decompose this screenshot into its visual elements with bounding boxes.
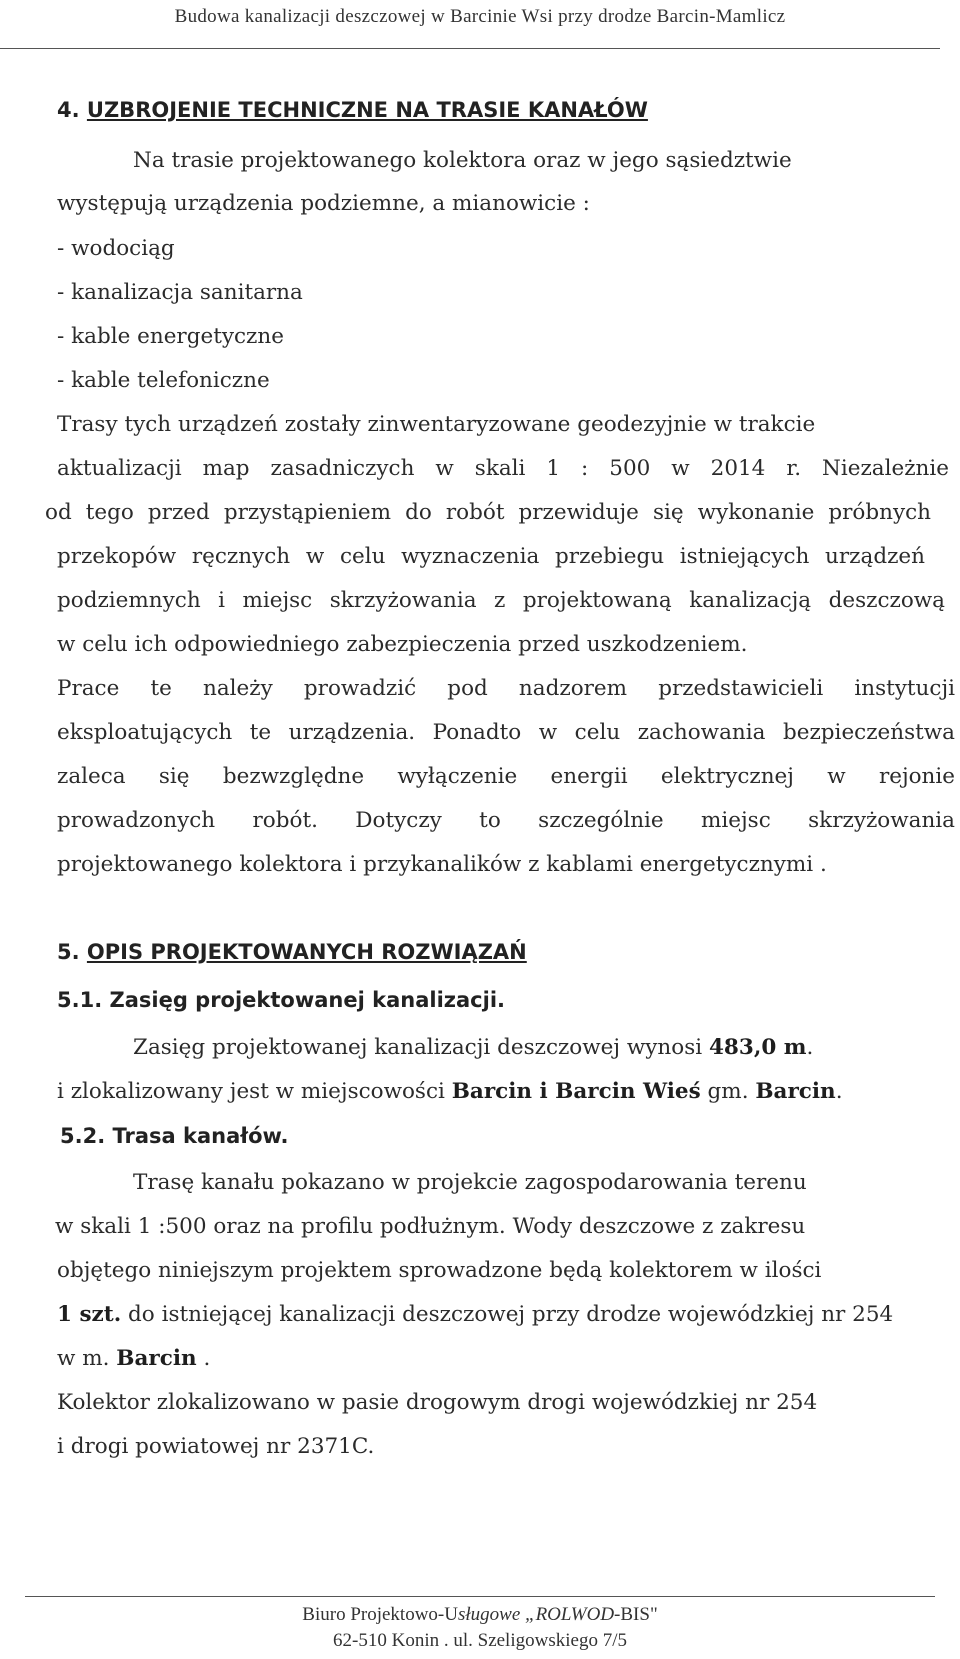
town-name: Barcin <box>116 1346 197 1371</box>
section-5-number: 5. <box>57 940 80 964</box>
text-span: Biuro Projektowo-U <box>302 1604 458 1625</box>
section-4-heading <box>57 98 648 122</box>
section-4-intro-1: Na trasie projektowanego kolektora oraz w jego sąsiedztwie <box>133 148 792 173</box>
paragraph-line: eksploatujących te urządzenia. Ponadto w celu zachowania bezpieczeństwa <box>57 720 955 745</box>
quantity-value: 1 szt. <box>57 1302 122 1327</box>
list-item: - kable telefoniczne <box>57 368 270 393</box>
length-value: 483,0 m <box>708 1035 807 1060</box>
text-span: Zasięg projektowanej kanalizacji deszczowej wynosi <box>133 1035 709 1060</box>
section-5-1-heading: 5.1. Zasięg projektowanej kanalizacji. <box>57 988 506 1012</box>
header-rule <box>0 48 940 49</box>
paragraph-line: projektowanego kolektora i przykanalików z kablami energetycznymi . <box>57 852 827 877</box>
text-span: . <box>196 1346 211 1371</box>
text-span: sługowe „ROLWOD <box>457 1604 615 1625</box>
text-span: i zlokalizowany jest w miejscowości <box>57 1079 452 1104</box>
paragraph-line: zaleca się bezwzględne wyłączenie energii elektrycznej w rejonie <box>57 764 955 789</box>
location-name: Barcin i Barcin Wieś <box>451 1079 701 1104</box>
paragraph-line: prowadzonych robót. Dotyczy to szczególnie miejsc skrzyżowania <box>57 808 955 833</box>
text-span: . <box>806 1035 814 1060</box>
text-span: do istniejącej kanalizacji deszczowej przy drodze wojewódzkiej nr 254 <box>121 1302 894 1327</box>
paragraph-line: aktualizacji map zasadniczych w skali 1 : 500 w 2014 r. Niezależnie <box>57 456 949 481</box>
list-item: - wodociąg <box>57 236 175 261</box>
commune-name: Barcin <box>755 1079 836 1104</box>
section-5-2-line-4 <box>57 1302 893 1327</box>
section-5-2-line-2: w skali 1 :500 oraz na profilu podłużnym. Wody deszczowe z zakresu <box>55 1214 806 1239</box>
footer-line-1 <box>0 1604 960 1626</box>
section-5-1-line-1 <box>133 1035 813 1060</box>
section-5-2-line-3: objętego niniejszym projektem sprowadzone będą kolektorem w ilości <box>57 1258 822 1283</box>
paragraph-line: Trasy tych urządzeń zostały zinwentaryzowane geodezyjnie w trakcie <box>57 412 816 437</box>
section-4-intro-2: występują urządzenia podziemne, a mianowicie : <box>57 191 590 216</box>
text-span: gm. <box>700 1079 756 1104</box>
section-5-heading <box>57 940 527 964</box>
section-5-2-line-6: Kolektor zlokalizowano w pasie drogowym drogi wojewódzkiej nr 254 <box>57 1390 818 1415</box>
paragraph-line: podziemnych i miejsc skrzyżowania z projektowaną kanalizacją deszczową <box>57 588 945 613</box>
section-5-title: OPIS PROJEKTOWANYCH ROZWIĄZAŃ <box>86 940 527 964</box>
page-header: Budowa kanalizacji deszczowej w Barcinie Wsi przy drodze Barcin-Mamlicz <box>174 6 786 27</box>
section-5-2-line-1: Trasę kanału pokazano w projekcie zagospodarowania terenu <box>133 1170 807 1195</box>
text-span: . <box>835 1079 843 1104</box>
footer-rule <box>25 1596 935 1597</box>
paragraph-line: przekopów ręcznych w celu wyznaczenia przebiegu istniejących urządzeń <box>57 544 925 569</box>
text-span: -BIS" <box>614 1604 658 1625</box>
section-5-2-line-5 <box>57 1346 210 1371</box>
section-4-title: UZBROJENIE TECHNICZNE NA TRASIE KANAŁÓW <box>86 98 648 122</box>
section-5-2-line-7: i drogi powiatowej nr 2371C. <box>57 1434 375 1459</box>
section-5-1-line-2 <box>57 1079 843 1104</box>
list-item: - kanalizacja sanitarna <box>57 280 303 305</box>
section-5-2-heading: 5.2. Trasa kanałów. <box>60 1124 289 1148</box>
paragraph-line: Prace te należy prowadzić pod nadzorem przedstawicieli instytucji <box>57 676 955 701</box>
section-4-number: 4. <box>57 98 80 122</box>
text-span: w m. <box>57 1346 117 1371</box>
footer-line-2: 62-510 Konin . ul. Szeligowskiego 7/5 <box>333 1630 627 1651</box>
list-item: - kable energetyczne <box>57 324 284 349</box>
paragraph-line: w celu ich odpowiedniego zabezpieczenia przed uszkodzeniem. <box>57 632 748 657</box>
paragraph-line: od tego przed przystąpieniem do robót przewiduje się wykonanie próbnych <box>45 500 931 525</box>
